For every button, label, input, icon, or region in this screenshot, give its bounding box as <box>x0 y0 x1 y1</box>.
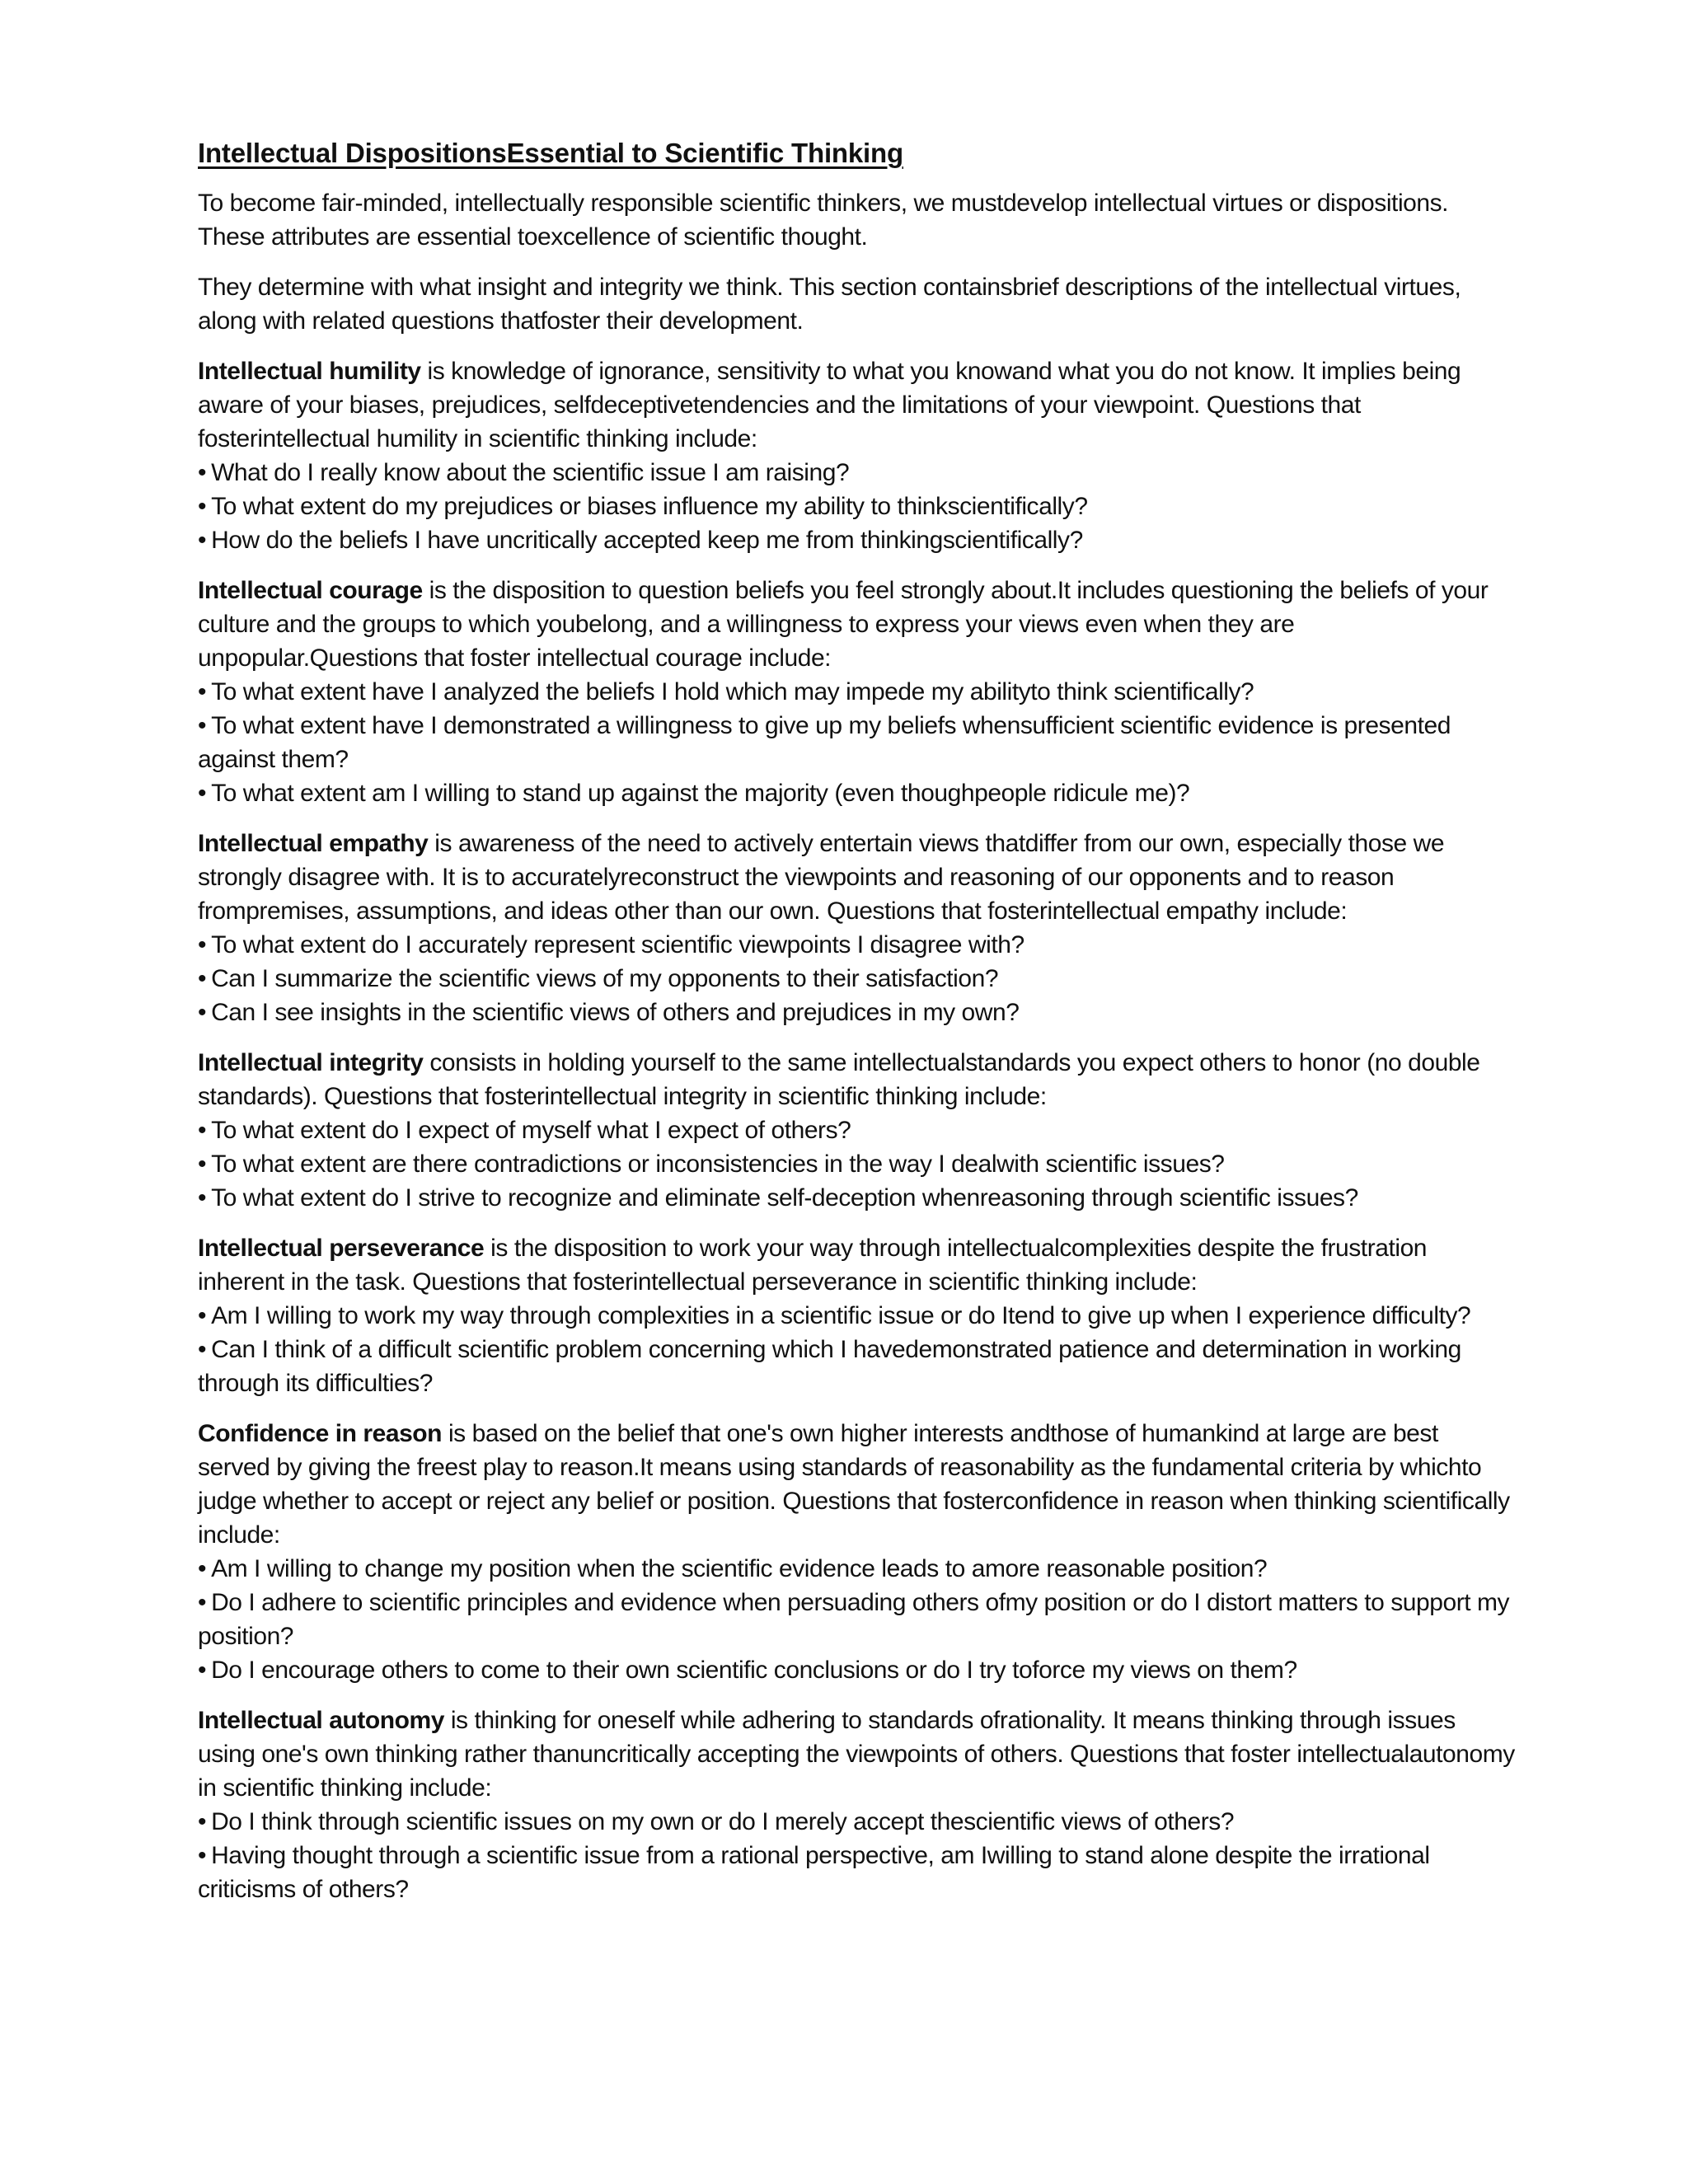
question-list <box>198 456 1517 557</box>
question-text: Can I think of a difficult scientific problem concerning which I havedemonstrated patience and determination in working through its difficulties? <box>198 1335 1461 1397</box>
bullet-icon: • <box>198 1116 207 1144</box>
question-text: Am I willing to work my way through complexities in a scientific issue or do Itend to give up when I experience difficulty? <box>211 1301 1471 1329</box>
section-confidence-in-reason <box>198 1417 1517 1687</box>
list-item <box>198 1181 1517 1215</box>
section-intellectual-courage <box>198 574 1517 810</box>
question-text: What do I really know about the scientific issue I am raising? <box>211 458 850 486</box>
list-item <box>198 1333 1517 1400</box>
section-term: Intellectual perseverance <box>198 1234 485 1262</box>
question-text: How do the beliefs I have uncritically accepted keep me from thinkingscientifically? <box>211 526 1083 554</box>
bullet-icon: • <box>198 1588 207 1616</box>
question-text: To what extent are there contradictions or inconsistencies in the way I dealwith scientific issues? <box>211 1150 1225 1178</box>
bullet-icon: • <box>198 492 207 520</box>
question-text: Do I think through scientific issues on my own or do I merely accept thescientific views of others? <box>211 1807 1235 1835</box>
question-list <box>198 1299 1517 1400</box>
bullet-icon: • <box>198 1183 207 1212</box>
section-intellectual-autonomy <box>198 1704 1517 1906</box>
list-item <box>198 1805 1517 1839</box>
question-text: Do I encourage others to come to their own scientific conclusions or do I try toforce my views on them? <box>211 1656 1297 1684</box>
list-item <box>198 1113 1517 1147</box>
section-term: Intellectual humility <box>198 357 421 385</box>
section-intellectual-integrity <box>198 1046 1517 1215</box>
section-text: is thinking for oneself while adhering to standards ofrationality. It means thinking through issues using one's own thinking rather thanuncritically accepting the viewpoints of others. Questions that foster intellectualautonomy in scientific thinking include: <box>198 1706 1515 1802</box>
bullet-icon: • <box>198 964 207 992</box>
bullet-icon: • <box>198 1656 207 1684</box>
section-term: Intellectual empathy <box>198 829 429 857</box>
bullet-icon: • <box>198 779 207 807</box>
document-page <box>198 137 1517 1923</box>
section-term: Intellectual integrity <box>198 1048 424 1076</box>
section-text: consists in holding yourself to the same intellectualstandards you expect others to honor (no double standards). Questions that fosterintellectual integrity in scientific thinking include: <box>198 1048 1480 1110</box>
section-text: is knowledge of ignorance, sensitivity to what you knowand what you do not know. It implies being aware of your biases, prejudices, selfdeceptivetendencies and the limitations of your viewpoint. Questions that fosterintellectual humility in scientific thinking include: <box>198 357 1461 452</box>
question-text: To what extent do I accurately represent scientific viewpoints I disagree with? <box>211 930 1025 958</box>
question-text: To what extent do I strive to recognize and eliminate self-deception whenreasoning through scientific issues? <box>211 1183 1358 1212</box>
intro-paragraph-2: They determine with what insight and integrity we think. This section containsbrief descriptions of the intellectual virtues, along with related questions thatfoster their development. <box>198 273 1461 335</box>
bullet-icon: • <box>198 1301 207 1329</box>
list-item <box>198 709 1517 776</box>
section-text: is the disposition to question beliefs you feel strongly about.It includes questioning the beliefs of your culture and the groups to which youbelong, and a willingness to express your views even when they are unpopular.Questions that foster intellectual courage include: <box>198 576 1489 672</box>
question-text: Having thought through a scientific issue from a rational perspective, am Iwilling to stand alone despite the irrational criticisms of others? <box>198 1841 1430 1903</box>
question-text: To what extent do my prejudices or biases influence my ability to thinkscientifically? <box>211 492 1088 520</box>
question-text: To what extent have I demonstrated a willingness to give up my beliefs whensufficient scientific evidence is presented against them? <box>198 711 1451 773</box>
list-item <box>198 962 1517 996</box>
list-item <box>198 1653 1517 1687</box>
section-intellectual-humility <box>198 354 1517 557</box>
list-item <box>198 456 1517 490</box>
section-term: Intellectual autonomy <box>198 1706 444 1734</box>
question-text: Am I willing to change my position when the scientific evidence leads to amore reasonable position? <box>211 1554 1268 1582</box>
question-text: Can I see insights in the scientific views of others and prejudices in my own? <box>211 998 1020 1026</box>
bullet-icon: • <box>198 1807 207 1835</box>
list-item <box>198 996 1517 1029</box>
list-item <box>198 523 1517 557</box>
question-list <box>198 1552 1517 1687</box>
list-item <box>198 1552 1517 1586</box>
question-text: To what extent am I willing to stand up against the majority (even thoughpeople ridicule me)? <box>211 779 1190 807</box>
list-item <box>198 928 1517 962</box>
question-list <box>198 1113 1517 1215</box>
section-intellectual-perseverance <box>198 1231 1517 1400</box>
list-item <box>198 776 1517 810</box>
question-list <box>198 928 1517 1029</box>
bullet-icon: • <box>198 998 207 1026</box>
bullet-icon: • <box>198 930 207 958</box>
section-intellectual-empathy <box>198 827 1517 1029</box>
bullet-icon: • <box>198 1554 207 1582</box>
question-text: Do I adhere to scientific principles and evidence when persuading others ofmy position or do I distort matters to support my position? <box>198 1588 1510 1650</box>
bullet-icon: • <box>198 1841 207 1869</box>
section-text: is based on the belief that one's own higher interests andthose of humankind at large are best served by giving the freest play to reason.It means using standards of reasonability as the fundamental criteria by whichto judge whether to accept or reject any belief or position. Questions that fosterconfidence in reason when thinking scientifically include: <box>198 1419 1510 1549</box>
bullet-icon: • <box>198 1150 207 1178</box>
question-text: Can I summarize the scientific views of my opponents to their satisfaction? <box>211 964 999 992</box>
section-text: is awareness of the need to actively entertain views thatdiffer from our own, especially those we strongly disagree with. It is to accuratelyreconstruct the viewpoints and reasoning of our opponents and to reason frompremises, assumptions, and ideas other than our own. Questions that fosterintellectual empathy include: <box>198 829 1445 925</box>
list-item <box>198 1839 1517 1906</box>
list-item <box>198 490 1517 523</box>
list-item <box>198 675 1517 709</box>
question-text: To what extent do I expect of myself what I expect of others? <box>211 1116 851 1144</box>
bullet-icon: • <box>198 526 207 554</box>
page-title: Intellectual DispositionsEssential to Scientific Thinking <box>198 138 903 168</box>
question-text: To what extent have I analyzed the beliefs I hold which may impede my abilityto think scientifically? <box>211 677 1254 705</box>
list-item <box>198 1586 1517 1653</box>
section-term: Confidence in reason <box>198 1419 443 1447</box>
list-item <box>198 1147 1517 1181</box>
question-list <box>198 675 1517 810</box>
bullet-icon: • <box>198 677 207 705</box>
section-text: is the disposition to work your way through intellectualcomplexities despite the frustration inherent in the task. Questions that fosterintellectual perseverance in scientific thinking include: <box>198 1234 1428 1296</box>
bullet-icon: • <box>198 711 207 739</box>
list-item <box>198 1299 1517 1333</box>
bullet-icon: • <box>198 1335 207 1363</box>
bullet-icon: • <box>198 458 207 486</box>
question-list <box>198 1805 1517 1906</box>
section-term: Intellectual courage <box>198 576 423 604</box>
intro-paragraph-1: To become fair-minded, intellectually responsible scientific thinkers, we mustdevelop intellectual virtues or dispositions. These attributes are essential toexcellence of scientific thought. <box>198 189 1449 251</box>
